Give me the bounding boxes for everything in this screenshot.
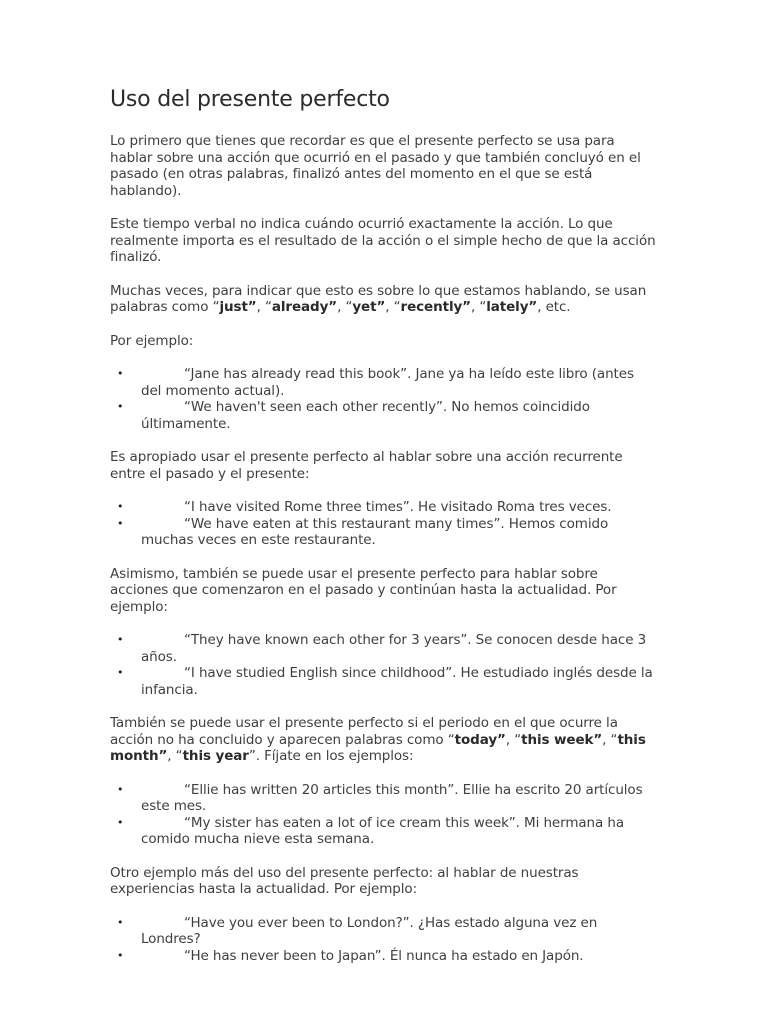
paragraph-keywords bbox=[110, 283, 658, 316]
example-text: “We have eaten at this restaurant many times”. Hemos comido muchas veces en este restaurante. bbox=[141, 515, 609, 548]
keyword-bold: yet” bbox=[352, 299, 386, 315]
example-text: “He has never been to Japan”. Él nunca ha estado en Japón. bbox=[184, 947, 584, 964]
bullet-icon: • bbox=[117, 666, 124, 679]
example-item bbox=[110, 632, 658, 665]
example-text: “They have known each other for 3 years”. Se conocen desde hace 3 años. bbox=[141, 632, 647, 665]
example-item bbox=[110, 366, 658, 399]
example-list-3 bbox=[110, 632, 658, 698]
keyword-bold: just” bbox=[219, 299, 257, 315]
bullet-icon: • bbox=[117, 367, 124, 380]
example-text: “I have studied English since childhood”. He estudiado inglés desde la infancia. bbox=[141, 665, 653, 698]
keyword-bold: today” bbox=[454, 731, 506, 748]
keyword-bold: recently” bbox=[400, 299, 471, 315]
example-item bbox=[110, 399, 658, 432]
bullet-icon: • bbox=[117, 782, 124, 796]
page-title: Uso del presente perfecto bbox=[110, 87, 390, 112]
example-item bbox=[110, 915, 658, 948]
paragraph-continuing: Asimismo, también se puede usar el presente perfecto para hablar sobre acciones que comenzaron en el pasado y continúan hasta la actualidad. Por ejemplo: bbox=[110, 565, 617, 615]
paragraph-result: Este tiempo verbal no indica cuándo ocurrió exactamente la acción. Lo que realmente importa es el resultado de la acción o el simple hecho de que la acción finalizó. bbox=[110, 216, 656, 265]
keyword-bold: this week” bbox=[521, 731, 603, 748]
text-run: , etc. bbox=[537, 299, 571, 315]
keyword-bold: lately” bbox=[486, 299, 538, 315]
keyword-bold: already” bbox=[271, 299, 338, 315]
text-run: , “ bbox=[505, 731, 522, 748]
paragraph-unfinished-period bbox=[110, 715, 658, 765]
text-run: , “ bbox=[385, 299, 401, 315]
bullet-icon: • bbox=[117, 516, 124, 530]
paragraph-example-label: Por ejemplo: bbox=[110, 332, 194, 349]
text-run: , “ bbox=[470, 299, 487, 315]
example-list-5 bbox=[110, 915, 658, 965]
keyword-bold: this year bbox=[182, 748, 249, 764]
example-item bbox=[110, 948, 658, 965]
text-run: Muchas veces, para indicar que esto es sobre lo que estamos hablando, se usan palabras como “ bbox=[110, 282, 647, 315]
document-page bbox=[110, 86, 658, 981]
example-item bbox=[110, 499, 658, 516]
example-text: “We haven't seen each other recently”. No hemos coincidido últimamente. bbox=[141, 399, 590, 432]
bullet-icon: • bbox=[117, 915, 124, 929]
example-text: “My sister has eaten a lot of ice cream this week”. Mi hermana ha comido mucha nieve esta semana. bbox=[141, 814, 624, 847]
paragraph-experiences: Otro ejemplo más del uso del presente perfecto: al hablar de nuestras experiencias hasta la actualidad. Por ejemplo: bbox=[110, 864, 579, 897]
text-run: ”. Fíjate en los ejemplos: bbox=[248, 748, 414, 764]
text-run: , “ bbox=[337, 299, 353, 315]
example-text: “I have visited Rome three times”. He visitado Roma tres veces. bbox=[184, 499, 612, 515]
example-text: “Have you ever been to London?”. ¿Has estado alguna vez en Londres? bbox=[141, 914, 598, 947]
paragraph-intro: Lo primero que tienes que recordar es que el presente perfecto se usa para hablar sobre una acción que ocurrió en el pasado y que también concluyó en el pasado (en otras palabras, finalizó antes del momento en el que se está hablando). bbox=[110, 133, 641, 199]
bullet-icon: • bbox=[117, 815, 124, 829]
example-list-1 bbox=[110, 366, 658, 432]
example-list-2 bbox=[110, 499, 658, 549]
example-item bbox=[110, 665, 658, 698]
example-text: “Ellie has written 20 articles this month”. Ellie ha escrito 20 artículos este mes. bbox=[141, 781, 643, 814]
example-text: “Jane has already read this book”. Jane ya ha leído este libro (antes del momento actual). bbox=[141, 366, 634, 399]
bullet-icon: • bbox=[117, 948, 124, 962]
paragraph-recurring: Es apropiado usar el presente perfecto al hablar sobre una acción recurrente entre el pasado y el presente: bbox=[110, 449, 623, 482]
keyword-bold: this month” bbox=[110, 731, 646, 764]
bullet-icon: • bbox=[117, 633, 124, 646]
text-run: También se puede usar el presente perfecto si el periodo en el que ocurre la acción no ha concluido y aparecen palabras como “ bbox=[110, 715, 618, 748]
text-run: , “ bbox=[167, 748, 183, 764]
bullet-icon: • bbox=[117, 500, 124, 513]
text-run: , “ bbox=[256, 299, 272, 315]
example-item bbox=[110, 782, 658, 815]
example-item bbox=[110, 815, 658, 848]
text-run: , “ bbox=[602, 731, 618, 748]
bullet-icon: • bbox=[117, 400, 124, 413]
example-list-4 bbox=[110, 782, 658, 848]
example-item bbox=[110, 516, 658, 549]
